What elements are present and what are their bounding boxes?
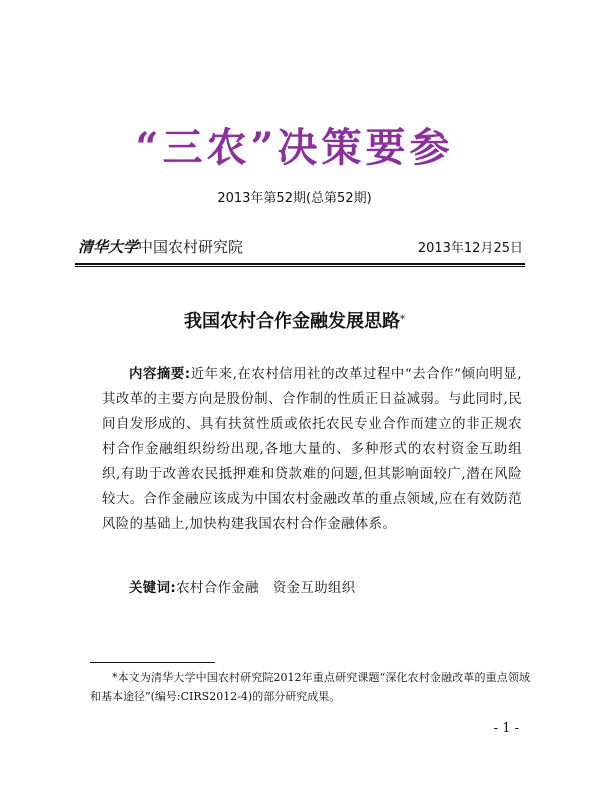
article-title-text: 我国农村合作金融发展思路 (184, 311, 400, 332)
footnote-rule (90, 662, 215, 663)
institute-name: 中国农村研究院 (138, 238, 244, 256)
issue-number: 2013年第52期(总第52期) (217, 191, 372, 206)
abstract-text: 近年来,在农村信用社的改革过程中“去合作”倾向明显,其改革的主要方向是股份制、合作制的性质正日益减弱。与此同时,民间自发形成的、具有扶贫性质或依托农民专业合作而建立的非正规农村合作金融组织纷纷出现,各地大量的、多种形式的农村资金互助组织,有助于改善农民抵押难和贷款难的问题,但其影响面较广,潜在风险较大。合作金融应该成为中国农村金融改革的重点领域,应在有效防范风险的基础上,加快构建我国农村合作金融体系。 (102, 367, 522, 532)
article-title (0, 309, 589, 335)
publication-date: 2013年12月25日 (417, 241, 523, 256)
footnote-text: *本文为清华大学中国农村研究院2012年重点研究课题“深化农村金融改革的重点领域和基本途径”(编号:CIRS2012-4)的部分研究成果。 (90, 671, 530, 703)
abstract-paragraph (102, 362, 522, 537)
page-number: - 1 - (493, 721, 519, 736)
keywords-text: 农村合作金融 资金互助组织 (176, 581, 356, 596)
university-calligraphy-logo: 清华大学 (78, 238, 139, 256)
keywords-label: 关键词: (129, 581, 177, 596)
masthead-title: “三农”决策要参 (135, 124, 454, 171)
header-rule-thick (75, 263, 525, 265)
organization-name (78, 237, 243, 257)
footnote-marker: * (400, 314, 405, 325)
header-rule-thin (75, 266, 525, 267)
abstract-label: 内容摘要: (129, 367, 191, 382)
keywords-line (129, 578, 356, 600)
